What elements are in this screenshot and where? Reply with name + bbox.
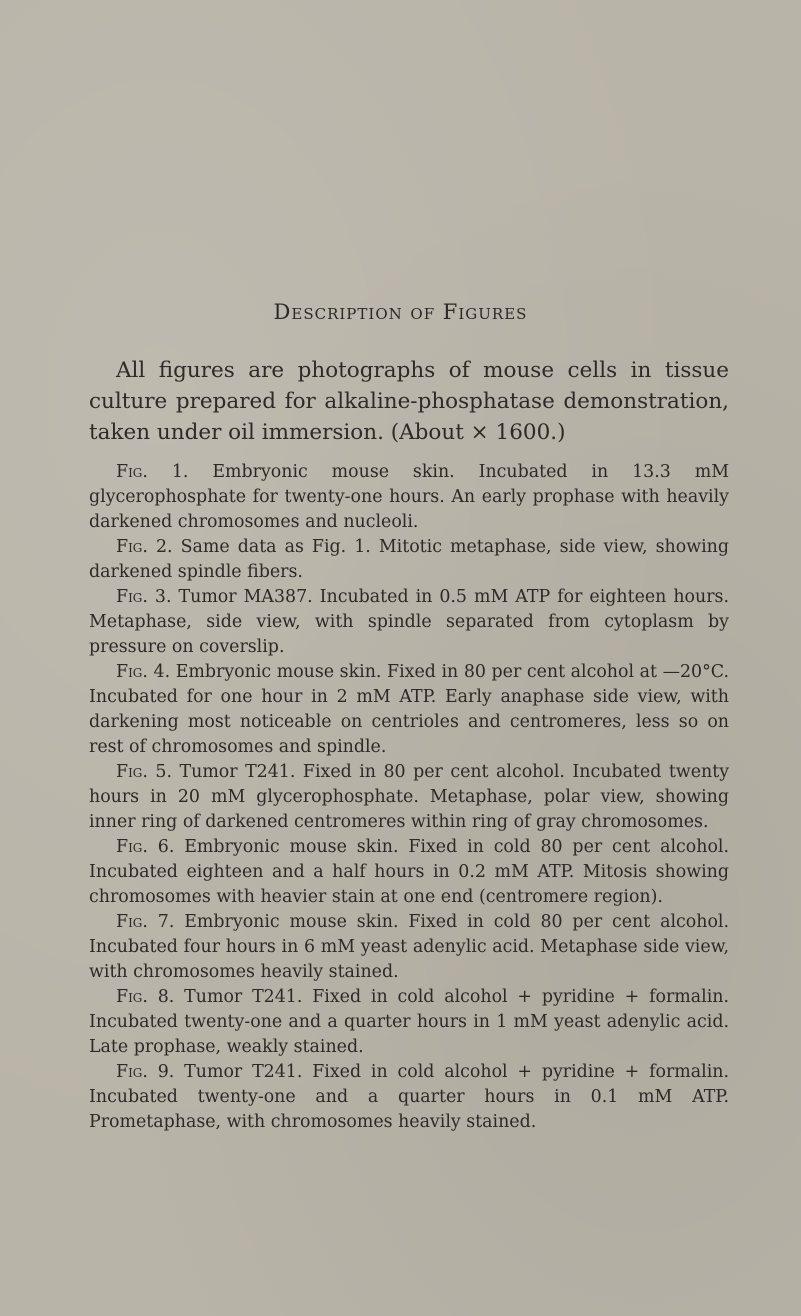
figure-text: Embryonic mouse skin. Fixed in 80 per cent alcohol at —20°C. Incubated for one hour in 2 mM ATP. Early anaphase side view, with darkening most noticeable on centrioles and centromeres, less so on rest of chromosomes and spindle. bbox=[89, 662, 729, 757]
figure-text: Embryonic mouse skin. Incubated in 13.3 mM glycerophosphate for twenty-one hours. An early prophase with heavily darkened chromosomes and nucleoli. bbox=[89, 462, 729, 532]
figure-label: Fig. 1. bbox=[116, 462, 189, 482]
figure-caption bbox=[89, 460, 729, 535]
figure-label: Fig. 3. bbox=[116, 587, 172, 607]
figure-label: Fig. 2. bbox=[116, 537, 173, 557]
figure-label: Fig. 4. bbox=[116, 662, 171, 682]
figure-label: Fig. 5. bbox=[116, 762, 173, 782]
figure-caption bbox=[89, 535, 729, 585]
intro-paragraph: All figures are photographs of mouse cells in tissue culture prepared for alkaline-phosphatase demonstration, taken under oil immersion. (About × 1600.) bbox=[89, 357, 729, 445]
figure-label: Fig. 7. bbox=[116, 912, 175, 932]
figure-caption bbox=[89, 1060, 729, 1135]
figure-caption bbox=[89, 835, 729, 910]
figure-text: Tumor MA387. Incubated in 0.5 mM ATP for eighteen hours. Metaphase, side view, with spindle separated from cytoplasm by pressure on coverslip. bbox=[89, 587, 729, 657]
figure-caption bbox=[89, 660, 729, 760]
section-heading: Description of Figures bbox=[273, 300, 528, 324]
figure-text: Tumor T241. Fixed in cold alcohol + pyridine + formalin. Incubated twenty-one and a quarter hours in 1 mM yeast adenylic acid. Late prophase, weakly stained. bbox=[89, 987, 729, 1057]
figure-caption bbox=[89, 585, 729, 660]
figure-label: Fig. 6. bbox=[116, 837, 175, 857]
figure-text: Same data as Fig. 1. Mitotic metaphase, side view, showing darkened spindle fibers. bbox=[89, 537, 729, 582]
figure-label: Fig. 8. bbox=[116, 987, 175, 1007]
figure-text: Embryonic mouse skin. Fixed in cold 80 per cent alcohol. Incubated four hours in 6 mM yeast adenylic acid. Metaphase side view, with chromosomes heavily stained. bbox=[89, 912, 729, 982]
figure-text: Tumor T241. Fixed in 80 per cent alcohol. Incubated twenty hours in 20 mM glycerophosphate. Metaphase, polar view, showing inner ring of darkened centromeres within ring of gray chromosomes. bbox=[89, 762, 730, 832]
figure-descriptions bbox=[89, 460, 729, 1135]
figure-caption bbox=[89, 760, 729, 835]
figure-text: Tumor T241. Fixed in cold alcohol + pyridine + formalin. Incubated twenty-one and a quarter hours in 0.1 mM ATP. Prometaphase, with chromosomes heavily stained. bbox=[89, 1062, 729, 1132]
figure-label: Fig. 9. bbox=[116, 1062, 175, 1082]
figure-caption bbox=[89, 910, 729, 985]
figure-caption bbox=[89, 985, 729, 1060]
figure-text: Embryonic mouse skin. Fixed in cold 80 per cent alcohol. Incubated eighteen and a half hours in 0.2 mM ATP. Mitosis showing chromosomes with heavier stain at one end (centromere region). bbox=[89, 837, 729, 907]
